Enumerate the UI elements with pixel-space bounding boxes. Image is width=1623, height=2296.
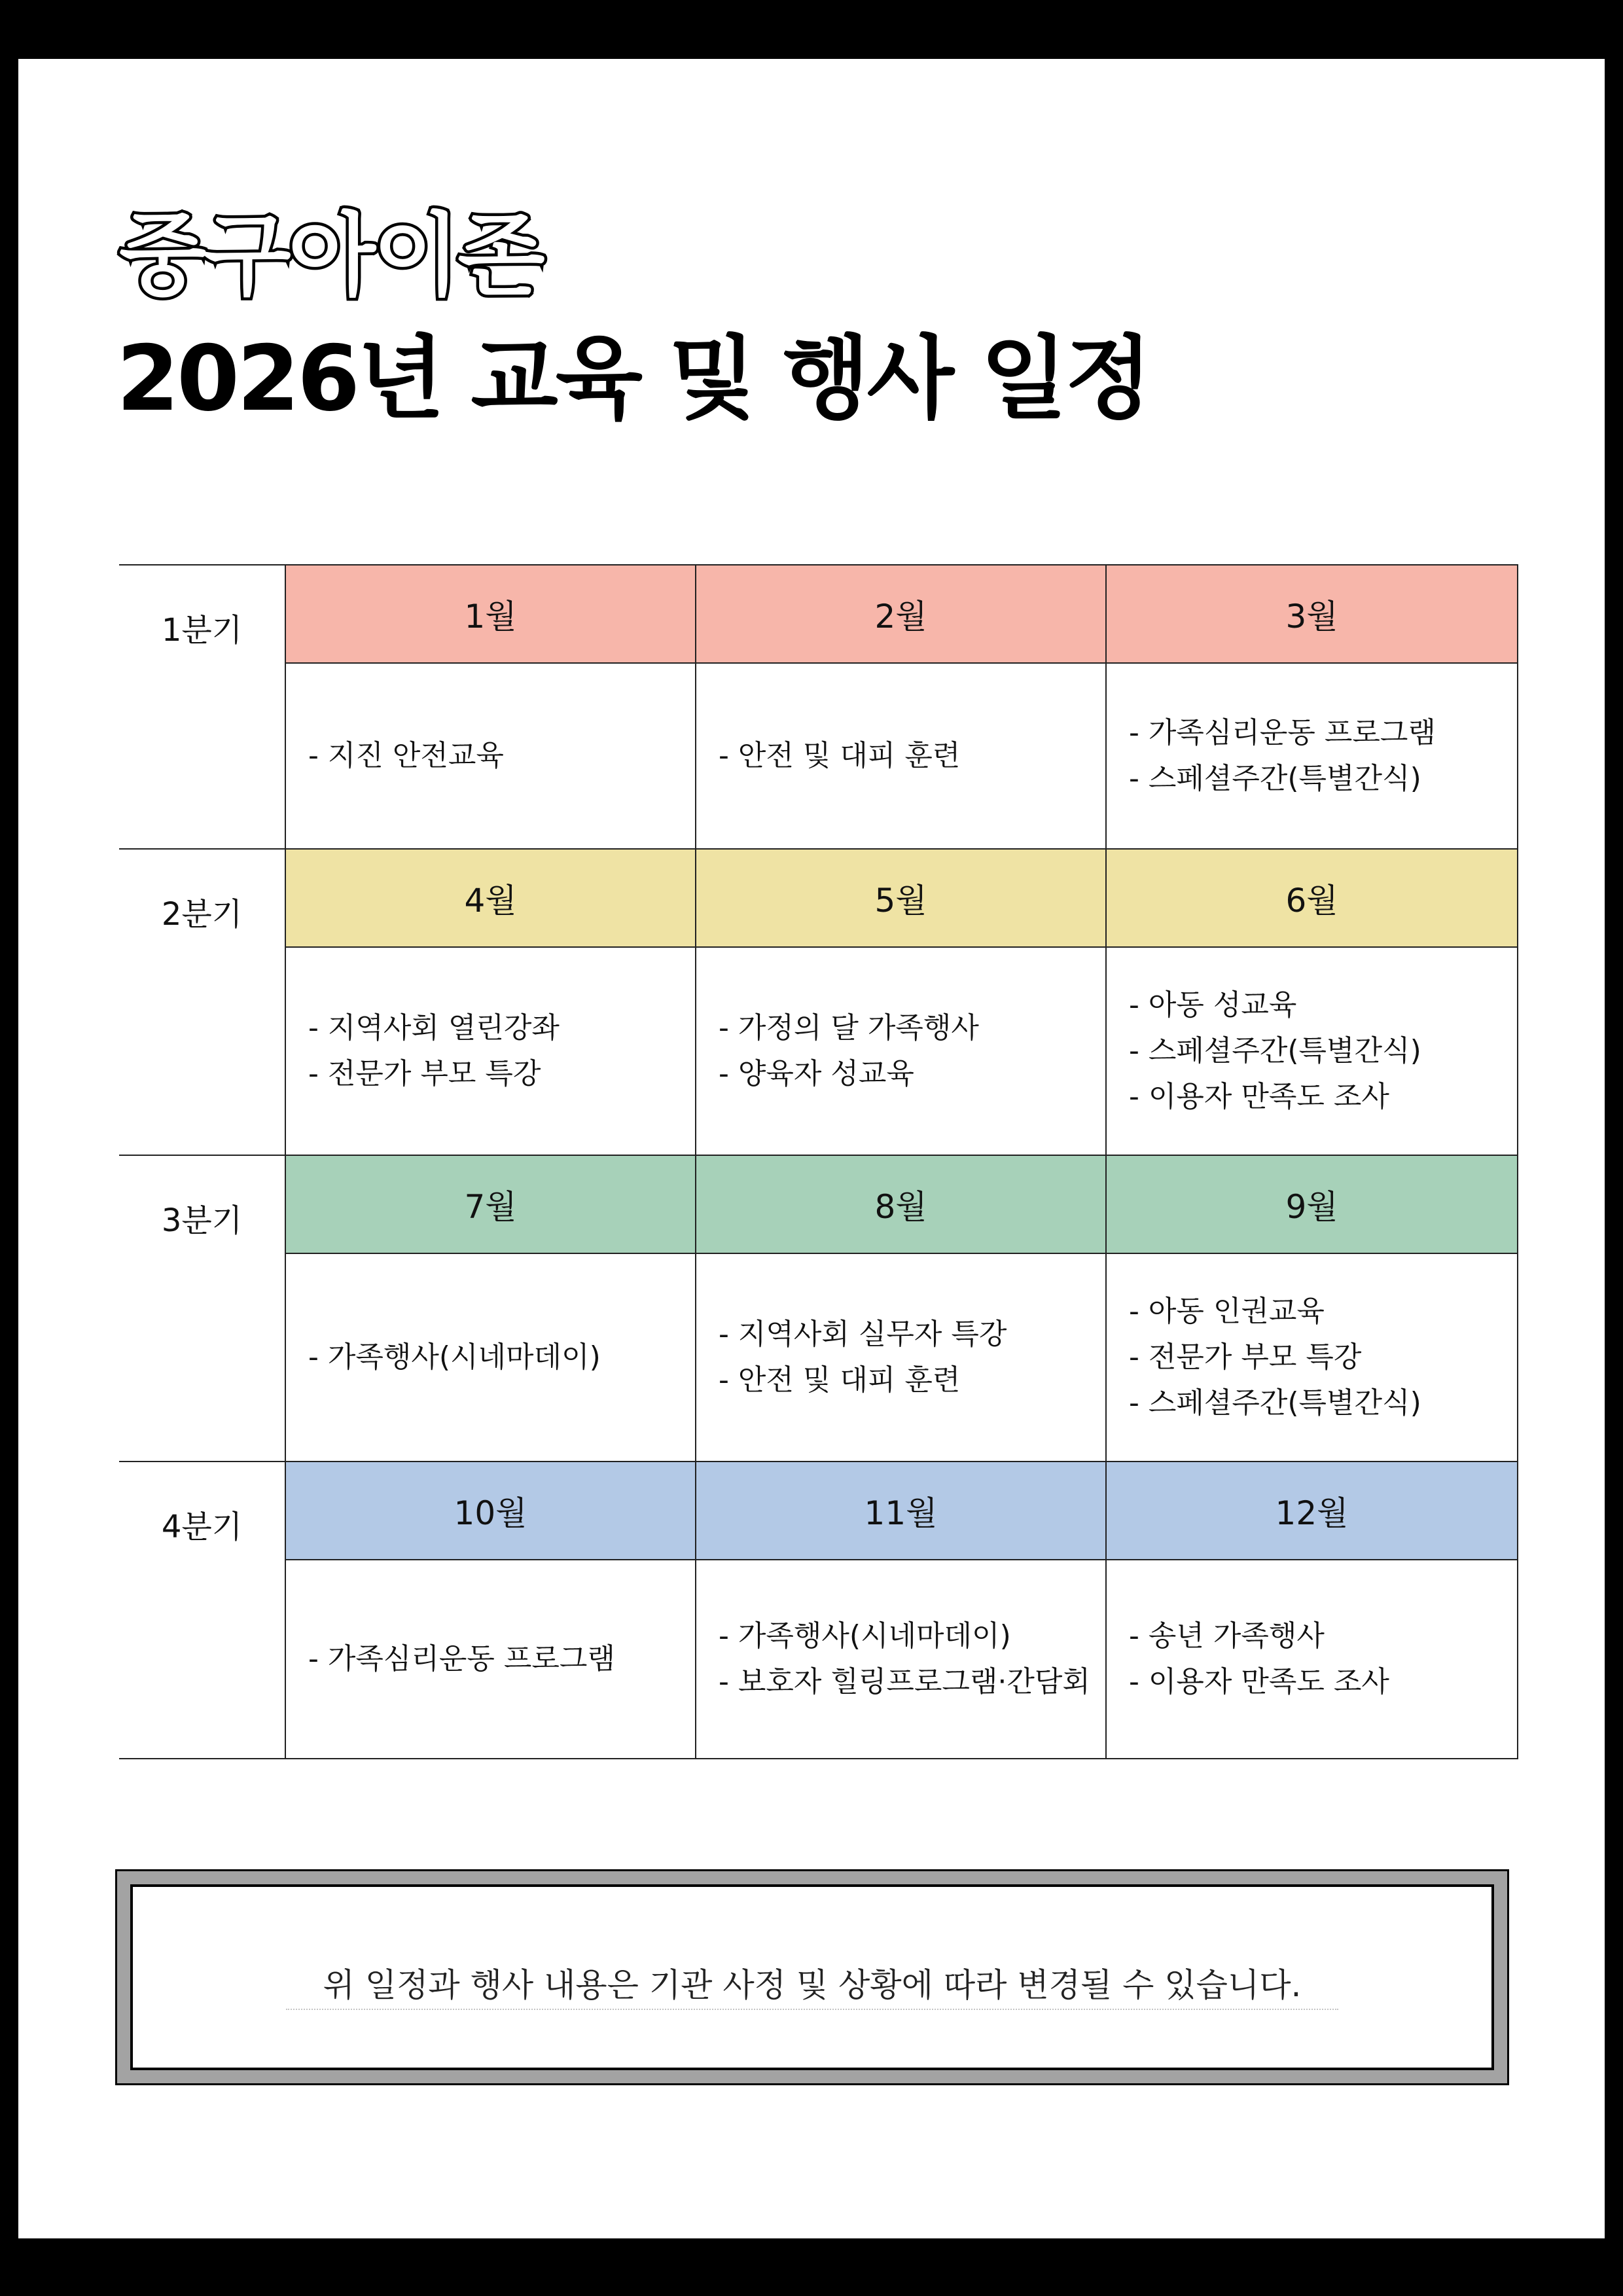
- notice-underline: [286, 2009, 1338, 2010]
- month-events: [1106, 947, 1518, 1155]
- event-item: - 지역사회 실무자 특강: [719, 1318, 1007, 1351]
- event-item: - 지역사회 열린강좌: [308, 1011, 560, 1045]
- month-header: 4월: [285, 849, 696, 947]
- month-events: [285, 663, 696, 849]
- quarter-label: 2분기: [119, 849, 285, 1155]
- document-page: [18, 59, 1605, 2238]
- page-title: 2026년 교육 및 행사 일정: [116, 326, 1150, 431]
- event-item: - 스페셜주간(특별간식): [1129, 762, 1421, 795]
- month-events: [696, 1253, 1106, 1462]
- notice-box: [115, 1869, 1509, 2085]
- month-header: 6월: [1106, 849, 1518, 947]
- quarter-content-row: [119, 663, 1518, 849]
- month-events: [1106, 1560, 1518, 1759]
- month-events: [285, 1253, 696, 1462]
- month-events: [696, 947, 1106, 1155]
- month-events: [696, 1560, 1106, 1759]
- month-header: 10월: [285, 1462, 696, 1560]
- event-item: - 스페셜주간(특별간식): [1129, 1034, 1421, 1067]
- event-item: - 지진 안전교육: [308, 739, 504, 772]
- event-item: - 가족심리운동 프로그램: [1129, 716, 1436, 749]
- event-item: - 보호자 힐링프로그램·간담회: [719, 1665, 1090, 1698]
- event-item: - 전문가 부모 특강: [308, 1057, 541, 1090]
- event-item: - 송년 가족행사: [1129, 1619, 1325, 1653]
- month-header: 11월: [696, 1462, 1106, 1560]
- event-item: - 안전 및 대피 훈련: [719, 1363, 961, 1397]
- notice-text: 위 일정과 행사 내용은 기관 사정 및 상황에 따라 변경될 수 있습니다.: [323, 1966, 1302, 2004]
- brand-title: 중구아이존: [119, 203, 543, 308]
- event-item: - 스페셜주간(특별간식): [1129, 1386, 1421, 1420]
- month-header: 8월: [696, 1155, 1106, 1253]
- month-events: [285, 947, 696, 1155]
- event-item: - 이용자 만족도 조사: [1129, 1080, 1389, 1113]
- month-header: 2월: [696, 565, 1106, 663]
- month-header: 3월: [1106, 565, 1518, 663]
- month-header: 5월: [696, 849, 1106, 947]
- event-item: - 전문가 부모 특강: [1129, 1340, 1362, 1374]
- quarter-header-row: [119, 565, 1518, 663]
- notice-inner: [130, 1884, 1494, 2070]
- month-header: 1월: [285, 565, 696, 663]
- event-item: - 가족행사(시네마데이): [719, 1619, 1011, 1653]
- schedule-table: [119, 564, 1518, 1759]
- quarter-header-row: [119, 849, 1518, 947]
- month-header: 7월: [285, 1155, 696, 1253]
- month-events: [1106, 1253, 1518, 1462]
- event-item: - 아동 인권교육: [1129, 1295, 1325, 1328]
- quarter-label: 3분기: [119, 1155, 285, 1462]
- quarter-content-row: [119, 947, 1518, 1155]
- event-item: - 가족행사(시네마데이): [308, 1340, 601, 1374]
- event-item: - 가족심리운동 프로그램: [308, 1642, 615, 1676]
- event-item: - 가정의 달 가족행사: [719, 1011, 979, 1045]
- month-header: 9월: [1106, 1155, 1518, 1253]
- event-item: - 안전 및 대피 훈련: [719, 739, 961, 772]
- quarter-label: 1분기: [119, 565, 285, 849]
- event-item: - 아동 성교육: [1129, 988, 1297, 1022]
- quarter-header-row: [119, 1155, 1518, 1253]
- event-item: - 양육자 성교육: [719, 1057, 914, 1090]
- month-header: 12월: [1106, 1462, 1518, 1560]
- month-events: [1106, 663, 1518, 849]
- quarter-content-row: [119, 1560, 1518, 1759]
- quarter-content-row: [119, 1253, 1518, 1462]
- quarter-label: 4분기: [119, 1462, 285, 1759]
- month-events: [285, 1560, 696, 1759]
- month-events: [696, 663, 1106, 849]
- quarter-header-row: [119, 1462, 1518, 1560]
- event-item: - 이용자 만족도 조사: [1129, 1665, 1389, 1698]
